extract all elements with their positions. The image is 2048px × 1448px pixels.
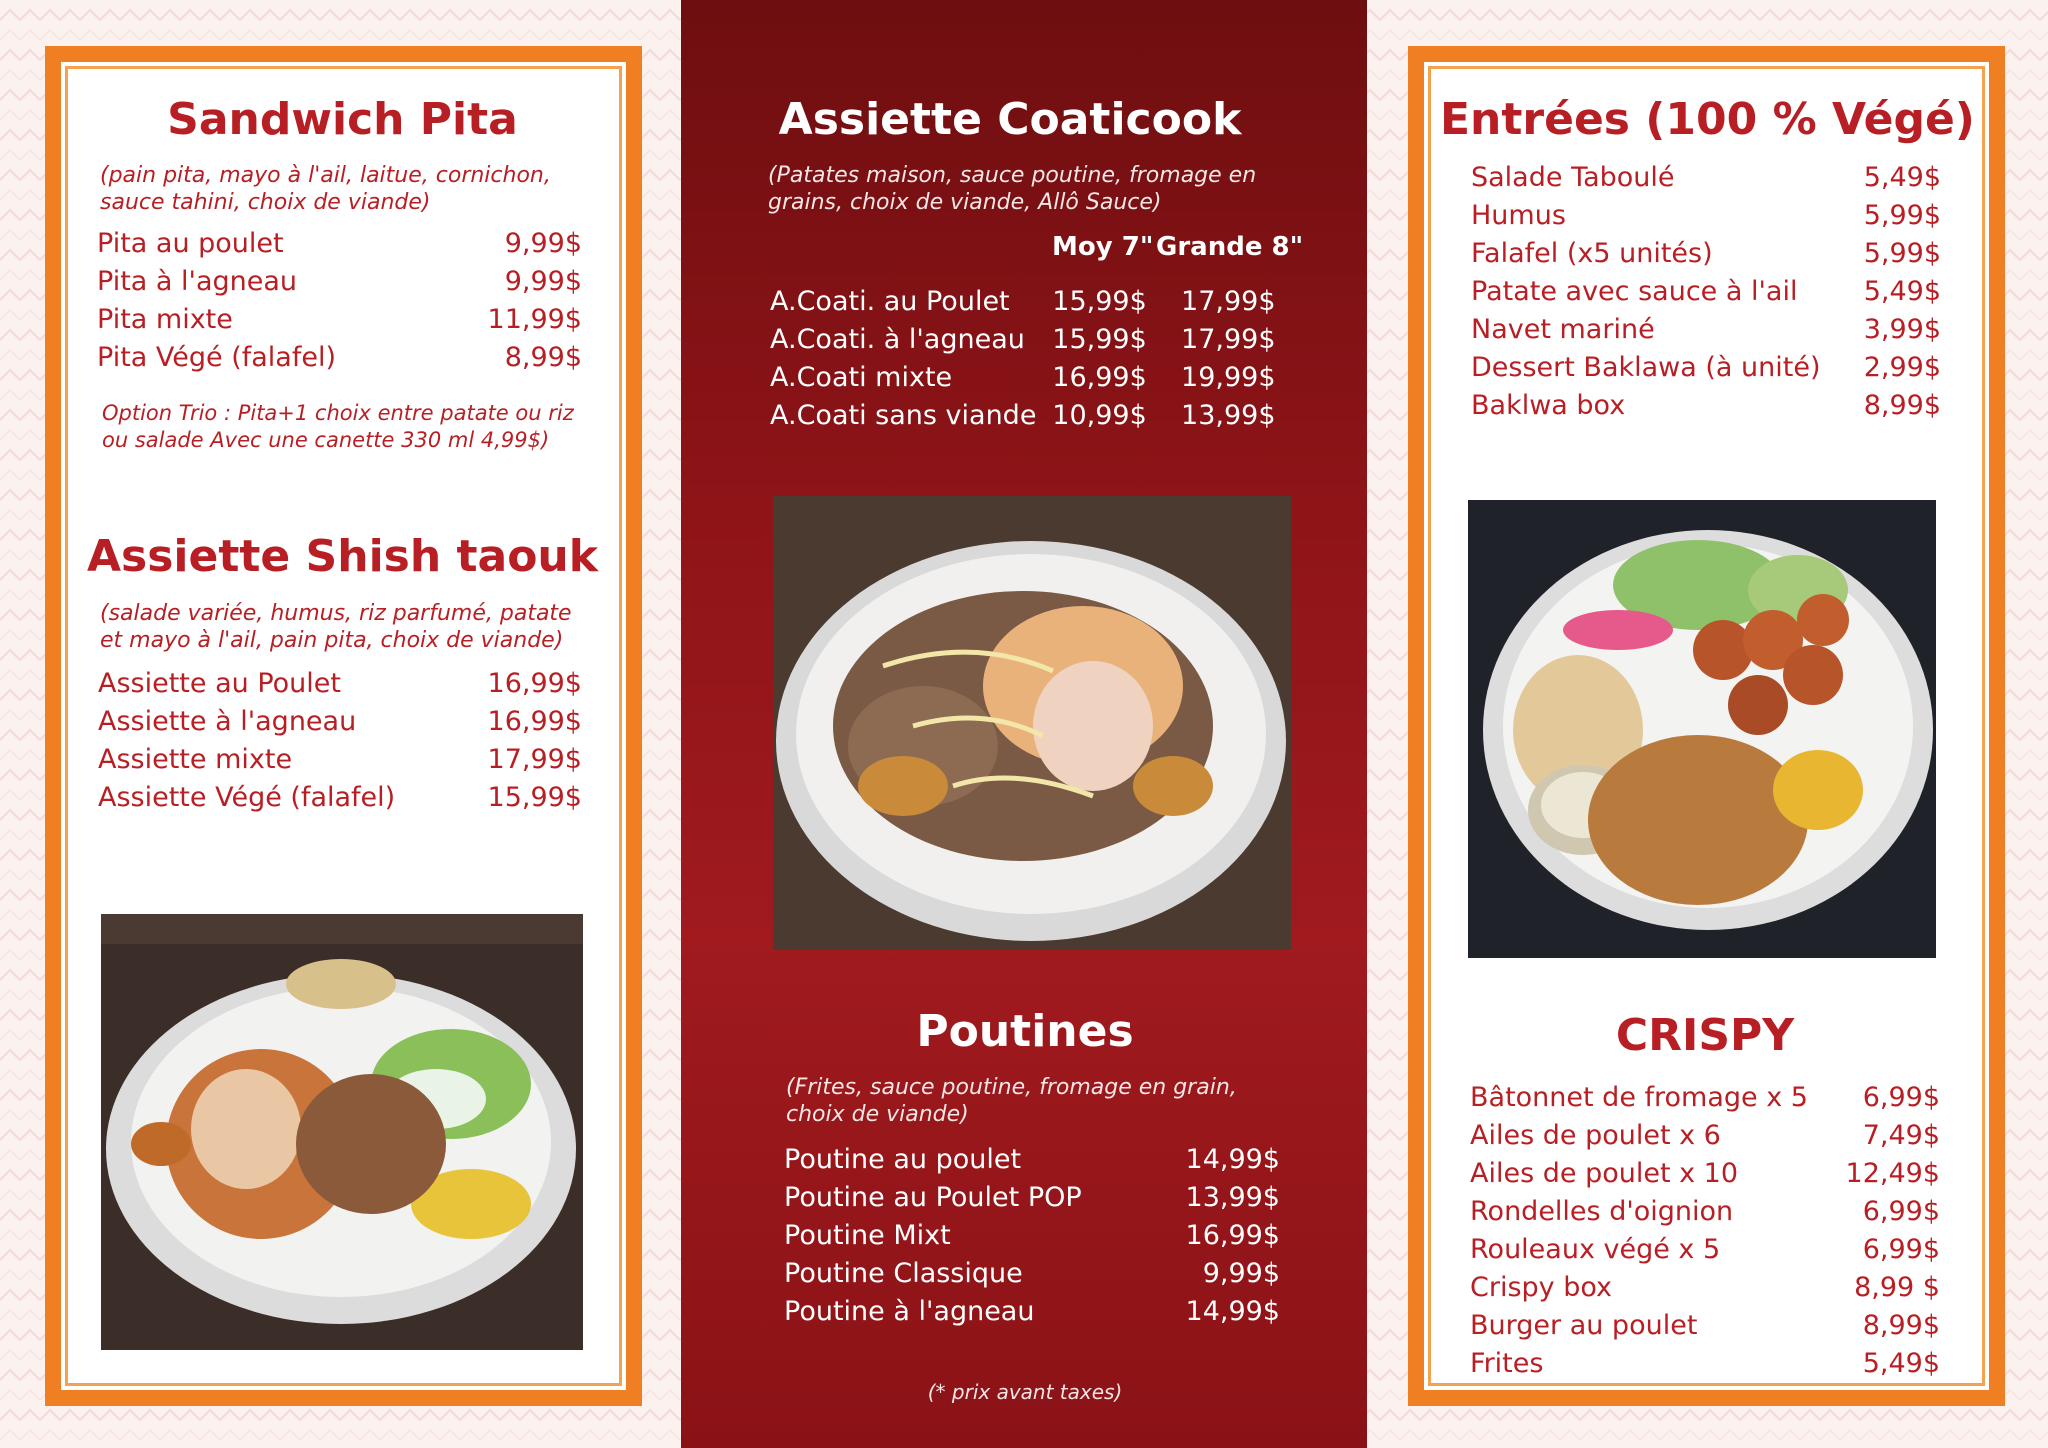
item-price: 12,49$ [1845,1158,1940,1189]
list-item[interactable] [770,324,1290,362]
entrees-list [1471,162,1941,428]
item-name: Assiette à l'agneau [98,706,357,737]
item-price: 5,49$ [1863,276,1941,307]
item-name: Assiette au Poulet [98,668,341,699]
list-item[interactable] [97,304,582,342]
tax-note: (* prix avant taxes) [927,1380,1123,1404]
shish-taouk-title: Assiette Shish taouk [86,531,599,582]
item-price: 9,99$ [1202,1258,1280,1289]
item-price-medium: 15,99$ [1052,324,1147,355]
item-price-large: 17,99$ [1181,324,1276,355]
item-name: Ailes de poulet x 6 [1470,1120,1721,1151]
list-item[interactable] [770,362,1290,400]
item-name: A.Coati sans viande [770,400,1037,431]
item-name: Baklwa box [1471,390,1626,421]
list-item[interactable] [784,1144,1280,1182]
entrees-title: Entrées (100 % Végé) [1440,94,1975,145]
item-price: 14,99$ [1185,1144,1280,1175]
item-price: 15,99$ [487,782,582,813]
list-item[interactable] [1470,1120,1940,1158]
item-price: 14,99$ [1185,1296,1280,1327]
item-price: 9,99$ [504,228,582,259]
item-name: Poutine au poulet [784,1144,1022,1175]
shish-taouk-list [98,668,582,820]
list-item[interactable] [1470,1234,1940,1272]
falafel-plate-photo [1468,500,1936,958]
item-price: 6,99$ [1862,1234,1940,1265]
shish-taouk-description: (salade variée, humus, riz parfumé, patate et mayo à l'ail, pain pita, choix de viande) [100,601,572,653]
crispy-list [1470,1082,1940,1382]
sandwich-pita-list [97,228,582,380]
item-price: 6,99$ [1862,1196,1940,1227]
item-name: A.Coati. à l'agneau [770,324,1025,355]
item-price: 8,99$ [504,342,582,373]
list-item[interactable] [784,1220,1280,1258]
item-name: Pita à l'agneau [97,266,298,297]
list-item[interactable] [1470,1196,1940,1234]
list-item[interactable] [98,668,582,706]
item-price: 2,99$ [1863,352,1941,383]
item-name: A.Coati. au Poulet [770,286,1010,317]
list-item[interactable] [97,228,582,266]
item-price: 16,99$ [1185,1220,1280,1251]
list-item[interactable] [770,286,1290,324]
crispy-title: CRISPY [1615,1010,1795,1061]
item-price: 6,99$ [1862,1082,1940,1113]
item-name: Patate avec sauce à l'ail [1471,276,1798,307]
poutines-list [784,1144,1280,1334]
item-name: Humus [1471,200,1566,231]
list-item[interactable] [97,266,582,304]
list-item[interactable] [1470,1158,1940,1196]
item-name: Poutine au Poulet POP [784,1182,1082,1213]
item-name: Pita Végé (falafel) [97,342,337,373]
poutines-title: Poutines [916,1006,1134,1057]
size-medium-header: Moy 7" [1052,232,1154,262]
item-name: Dessert Baklawa (à unité) [1471,352,1821,383]
item-price: 9,99$ [504,266,582,297]
list-item[interactable] [1471,238,1941,276]
item-price: 17,99$ [487,744,582,775]
list-item[interactable] [1470,1272,1940,1310]
item-price: 3,99$ [1863,314,1941,345]
item-price: 13,99$ [1185,1182,1280,1213]
list-item[interactable] [1471,162,1941,200]
item-price-medium: 15,99$ [1052,286,1147,317]
list-item[interactable] [1471,200,1941,238]
item-name: Pita mixte [97,304,233,335]
item-name: Rouleaux végé x 5 [1470,1234,1721,1265]
item-price: 8,99 $ [1854,1272,1940,1303]
list-item[interactable] [1470,1082,1940,1120]
list-item[interactable] [1471,390,1941,428]
item-price: 5,49$ [1863,162,1941,193]
item-name: A.Coati mixte [770,362,953,393]
item-name: Poutine Mixt [784,1220,951,1251]
sandwich-pita-title: Sandwich Pita [167,94,518,145]
item-price: 11,99$ [487,304,582,335]
item-name: Rondelles d'oignion [1470,1196,1734,1227]
list-item[interactable] [98,744,582,782]
list-item[interactable] [1471,352,1941,390]
item-name: Poutine à l'agneau [784,1296,1035,1327]
item-price: 5,49$ [1862,1348,1940,1379]
list-item[interactable] [784,1258,1280,1296]
item-name: Assiette Végé (falafel) [98,782,396,813]
item-price: 5,99$ [1863,238,1941,269]
coaticook-title: Assiette Coaticook [778,94,1242,145]
list-item[interactable] [770,400,1290,438]
coaticook-description: (Patates maison, sauce poutine, fromage en grains, choix de viande, Allô Sauce) [768,163,1257,215]
list-item[interactable] [98,782,582,820]
item-price: 5,99$ [1863,200,1941,231]
item-name: Burger au poulet [1470,1310,1698,1341]
shish-taouk-plate-photo [101,914,583,1350]
list-item[interactable] [1470,1348,1940,1382]
item-price: 8,99$ [1862,1310,1940,1341]
item-name: Bâtonnet de fromage x 5 [1470,1082,1808,1113]
item-price: 7,49$ [1862,1120,1940,1151]
item-name: Ailes de poulet x 10 [1470,1158,1739,1189]
item-price: 16,99$ [487,706,582,737]
item-price-medium: 16,99$ [1052,362,1147,393]
item-price: 8,99$ [1863,390,1941,421]
item-name: Poutine Classique [784,1258,1023,1289]
item-price-large: 13,99$ [1181,400,1276,431]
item-price-large: 19,99$ [1181,362,1276,393]
list-item[interactable] [98,706,582,744]
item-name: Crispy box [1470,1272,1613,1303]
item-name: Pita au poulet [97,228,284,259]
sandwich-pita-description: (pain pita, mayo à l'ail, laitue, cornichon, sauce tahini, choix de viande) [100,163,551,215]
coaticook-list [770,286,1290,438]
item-name: Salade Taboulé [1471,162,1675,193]
list-item[interactable] [97,342,582,380]
item-price: 16,99$ [487,668,582,699]
item-name: Assiette mixte [98,744,293,775]
list-item[interactable] [784,1296,1280,1334]
item-name: Navet mariné [1471,314,1655,345]
poutines-description: (Frites, sauce poutine, fromage en grain, choix de viande) [786,1075,1237,1127]
trio-option-note: Option Trio : Pita+1 choix entre patate ou riz ou salade Avec une canette 330 ml 4,99$) [102,401,574,452]
item-name: Falafel (x5 unités) [1471,238,1713,269]
item-price-medium: 10,99$ [1052,400,1147,431]
size-large-header: Grande 8" [1156,232,1304,262]
list-item[interactable] [1471,314,1941,352]
item-name: Frites [1470,1348,1544,1379]
list-item[interactable] [784,1182,1280,1220]
coaticook-plate-photo [773,496,1291,950]
list-item[interactable] [1471,276,1941,314]
list-item[interactable] [1470,1310,1940,1348]
item-price-large: 17,99$ [1181,286,1276,317]
